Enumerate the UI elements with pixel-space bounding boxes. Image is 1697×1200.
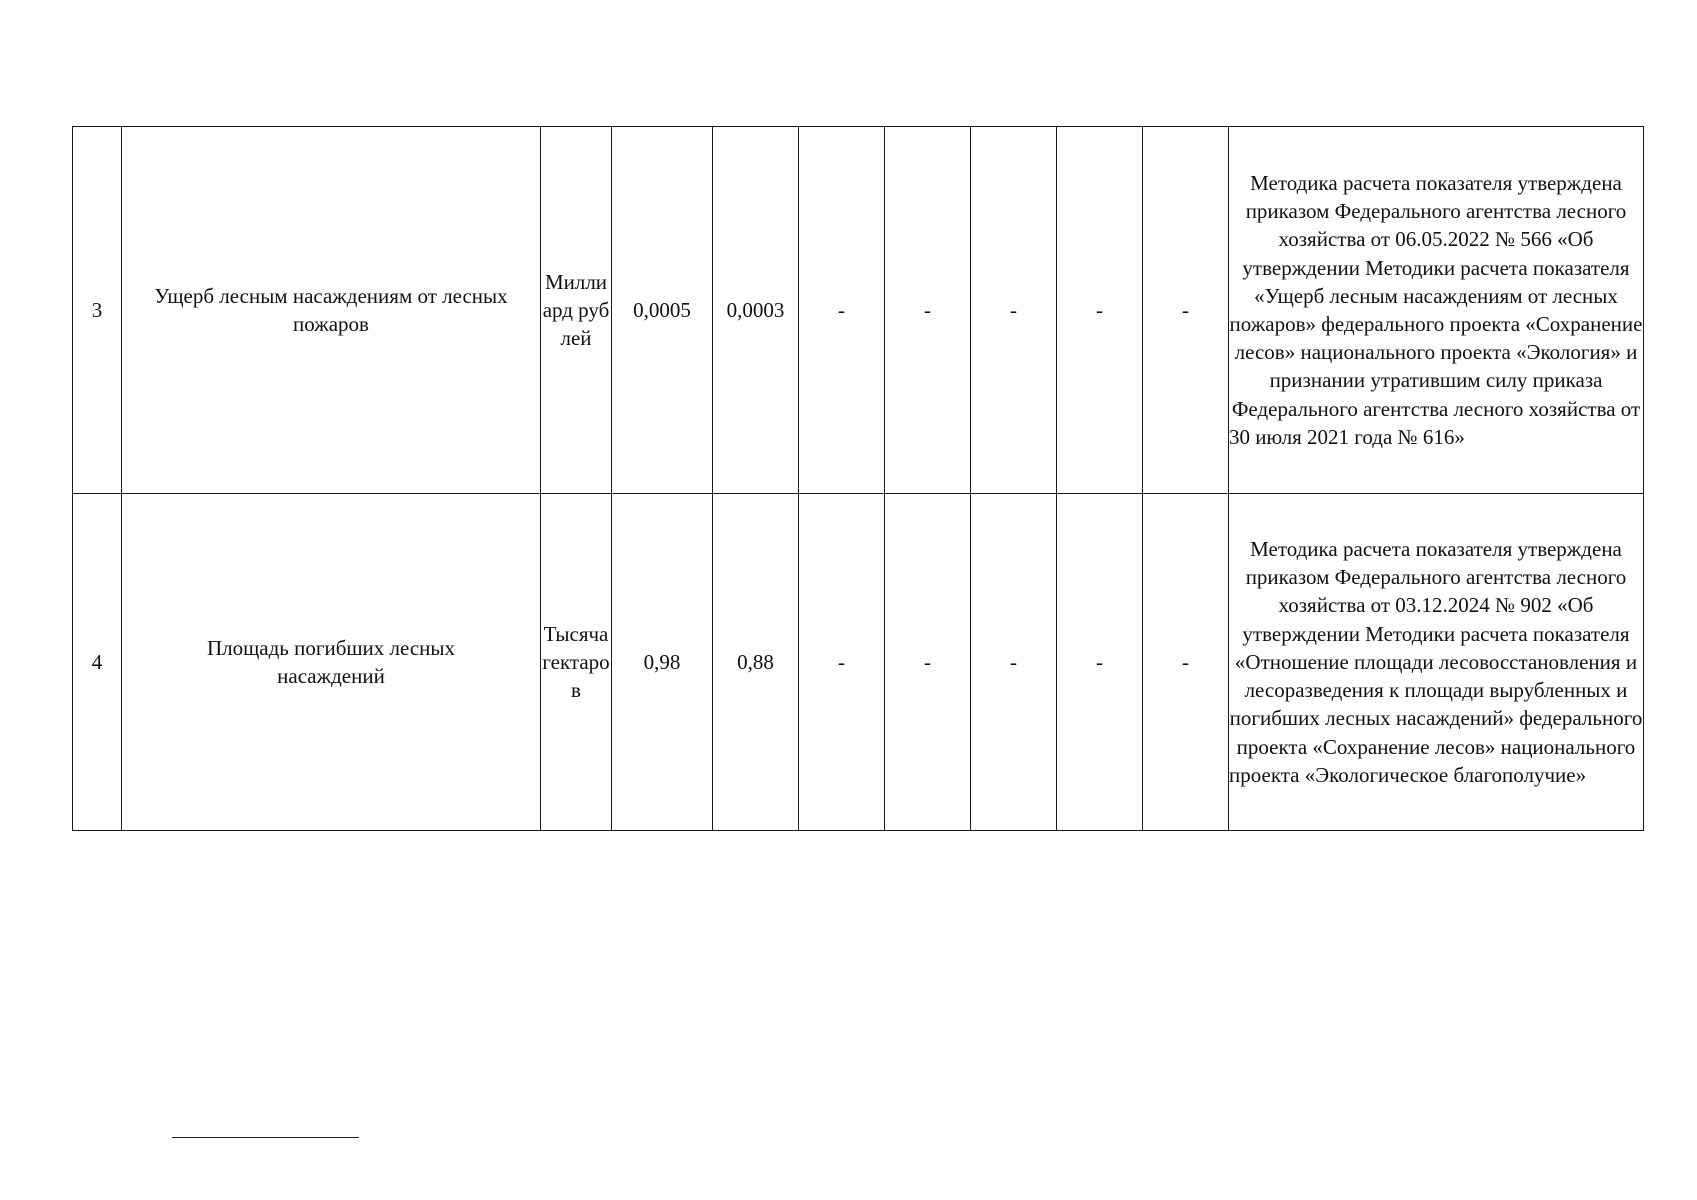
table-row [73, 494, 1644, 831]
target-value: 0,88 [713, 494, 799, 831]
period-value: - [1057, 127, 1143, 494]
base-value: 0,0005 [612, 127, 713, 494]
methodology-reference: Методика расчета показателя утверждена приказом Федерального агентства лесного хозяйства от 06.05.2022 № 566 «Об утверждении Методики расчета показателя «Ущерб лесным насаждениям от лесных пожаров» федерального проекта «Сохранение лесов» национального проекта «Экология» и признании утратившим силу приказа Федерального агентства лесного хозяйства от 30 июля 2021 года № 616» [1229, 127, 1644, 494]
base-value: 0,98 [612, 494, 713, 831]
target-value: 0,0003 [713, 127, 799, 494]
period-value: - [971, 494, 1057, 831]
period-value: - [885, 127, 971, 494]
period-value: - [971, 127, 1057, 494]
footnote-separator [172, 1137, 359, 1138]
row-number: 3 [73, 127, 122, 494]
row-number: 4 [73, 494, 122, 831]
unit-of-measure: Миллиард рублей [541, 127, 612, 494]
period-value: - [885, 494, 971, 831]
indicators-table [72, 126, 1644, 831]
period-value: - [799, 127, 885, 494]
period-value: - [1143, 127, 1229, 494]
indicator-name: Ущерб лесным насаждениям от лесных пожаров [122, 127, 541, 494]
indicator-name: Площадь погибших лесных насаждений [122, 494, 541, 831]
methodology-reference: Методика расчета показателя утверждена приказом Федерального агентства лесного хозяйства от 03.12.2024 № 902 «Об утверждении Методики расчета показателя «Отношение площади лесовосстановления и лесоразведения к площади вырубленных и погибших лесных насаждений» федерального проекта «Сохранение лесов» национального проекта «Экологическое благополучие» [1229, 494, 1644, 831]
period-value: - [1057, 494, 1143, 831]
period-value: - [799, 494, 885, 831]
table-row [73, 127, 1644, 494]
unit-of-measure: Тысяча гектаров [541, 494, 612, 831]
period-value: - [1143, 494, 1229, 831]
